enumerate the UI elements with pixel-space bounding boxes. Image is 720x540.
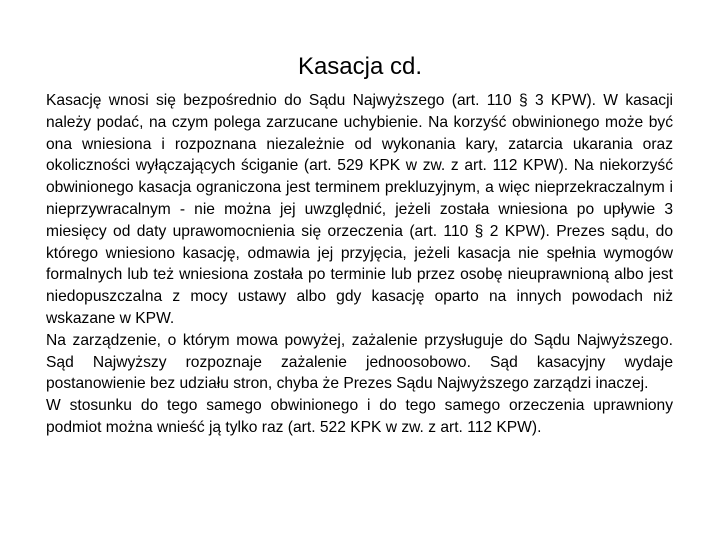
paragraph-kasacja-wniesienie: Kasację wnosi się bezpośrednio do Sądu Najwyższego (art. 110 § 3 KPW). W kasacji należy podać, na czym polega zarzucane uchybienie. Na korzyść obwinionego może być ona wniesiona i rozpoznana niezależnie od wykonania kary, zatarcia ukarania oraz okoliczności wyłączających ściganie (art. 529 KPK w zw. z art. 112 KPW). Na niekorzyść obwinionego kasacja ograniczona jest terminem prekluzyjnym, a więc nieprzekraczalnym i nieprzywracalnym - nie można jej uwzględnić, jeżeli została wniesiona po upływie 3 miesięcy od daty uprawomocnienia się orzeczenia (art. 110 § 2 KPW). Prezes sądu, do którego wniesiono kasację, odmawia jej przyjęcia, jeżeli kasacja nie spełnia wymogów formalnych lub też wniesiona została po terminie lub przez osobę nieuprawnioną albo jest niedopuszczalna z mocy ustawy albo gdy kasację oparto na innych powodach niż wskazane w KPW. bbox=[46, 92, 673, 327]
slide-body bbox=[46, 90, 673, 439]
slide-title: Kasacja cd. bbox=[297, 53, 423, 80]
paragraph-jednokrotnosc: W stosunku do tego samego obwinionego i do tego samego orzeczenia uprawniony podmiot można wnieść ją tylko raz (art. 522 KPK w zw. z art. 112 KPW). bbox=[46, 397, 673, 436]
paragraph-zazalenie: Na zarządzenie, o którym mowa powyżej, zażalenie przysługuje do Sądu Najwyższego. Sąd Najwyższy rozpoznaje zażalenie jednoosobowo. Sąd kasacyjny wydaje postanowienie bez udziału stron, chyba że Prezes Sądu Najwyższego zarządzi inaczej. bbox=[46, 331, 673, 393]
